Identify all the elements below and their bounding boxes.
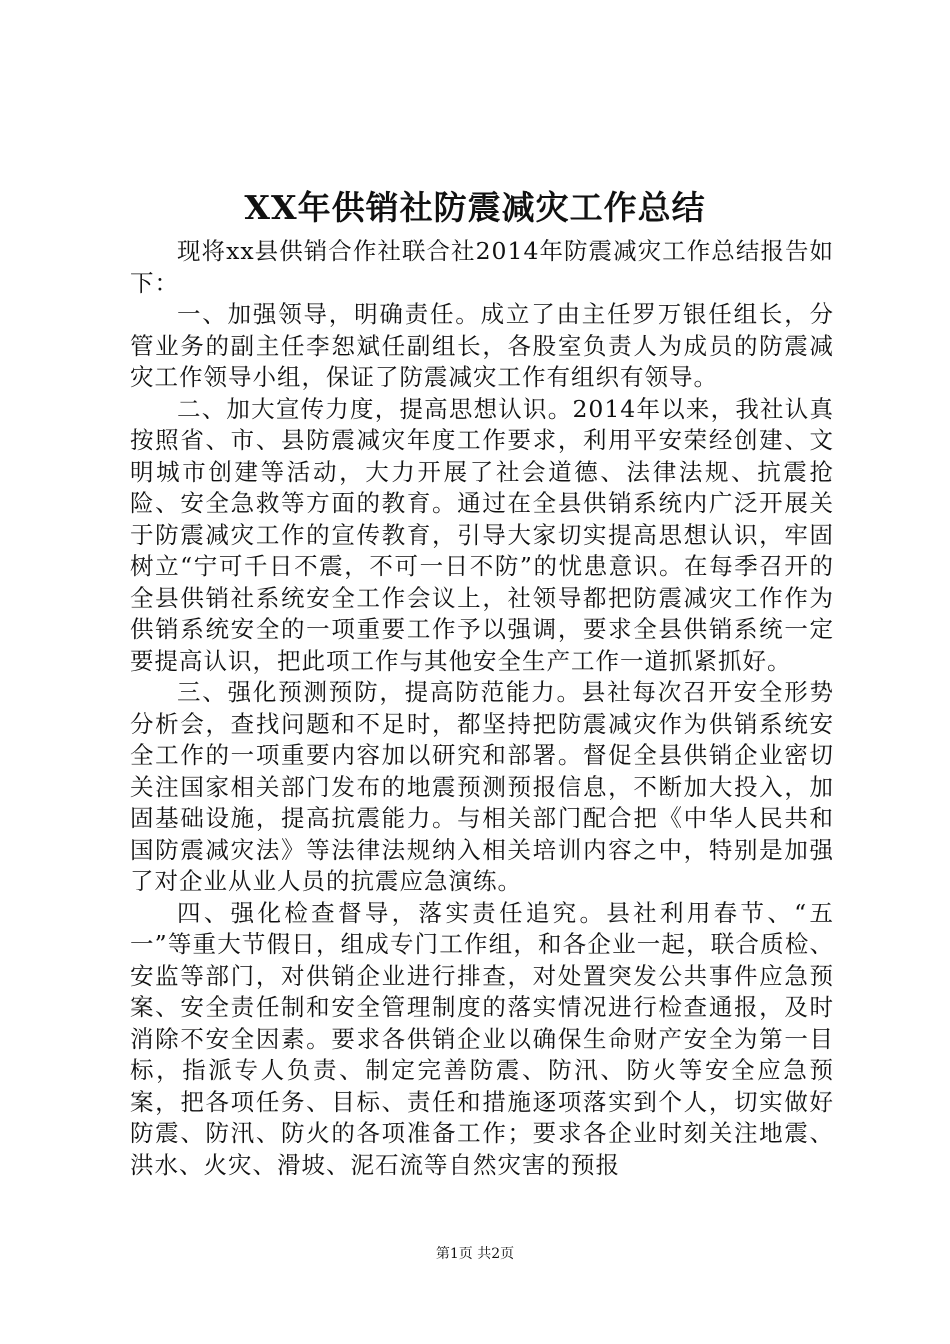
- paragraph-section-2: 二、加大宣传力度，提高思想认识。2014年以来，我社认真按照省、市、县防震减灾年度工作要求，利用平安荣经创建、文明城市创建等活动，大力开展了社会道德、法律法规、抗震抢险、安全急救等方面的教育。通过在全县供销系统内广泛开展关于防震减灾工作的宣传教育，引导大家切实提高思想认识，牢固树立“宁可千日不震，不可一日不防”的忧患意识。在每季召开的全县供销社系统安全工作会议上，社领导都把防震减灾工作作为供销系统安全的一项重要工作予以强调，要求全县供销系统一定要提高认识，把此项工作与其他安全生产工作一道抓紧抓好。: [130, 394, 834, 675]
- paragraph-section-3: 三、强化预测预防，提高防范能力。县社每次召开安全形势分析会，查找问题和不足时，都坚持把防震减灾作为供销系统安全工作的一项重要内容加以研究和部署。督促全县供销企业密切关注国家相关部门发布的地震预测预报信息，不断加大投入，加固基础设施，提高抗震能力。与相关部门配合把《中华人民共和国防震减灾法》等法律法规纳入相关培训内容之中，特别是加强了对企业从业人员的抗震应急演练。: [130, 678, 834, 895]
- paragraph-section-1: 一、加强领导，明确责任。成立了由主任罗万银任组长，分管业务的副主任李恕斌任副组长，各股室负责人为成员的防震减灾工作领导小组，保证了防震减灾工作有组织有领导。: [130, 300, 834, 391]
- page-footer: 第1页 共2页: [435, 1246, 515, 1262]
- paragraph-intro: 现将xx县供销合作社联合社2014年防震减灾工作总结报告如下：: [130, 237, 834, 297]
- document-title: XX年供销社防震减灾工作总结: [244, 188, 706, 227]
- paragraph-section-4: 四、强化检查督导，落实责任追究。县社利用春节、“五一”等重大节假日，组成专门工作组，和各企业一起，联合质检、安监等部门，对供销企业进行排查，对处置突发公共事件应急预案、安全责任制和安全管理制度的落实情况进行检查通报，及时消除不安全因素。要求各供销企业以确保生命财产安全为第一目标，指派专人负责、制定完善防震、防汛、防火等安全应急预案，把各项任务、目标、责任和措施逐项落实到个人，切实做好防震、防汛、防火的各项准备工作；要求各企业时刻关注地震、洪水、火灾、滑坡、泥石流等自然灾害的预报: [130, 898, 834, 1179]
- document-body: [130, 236, 834, 1181]
